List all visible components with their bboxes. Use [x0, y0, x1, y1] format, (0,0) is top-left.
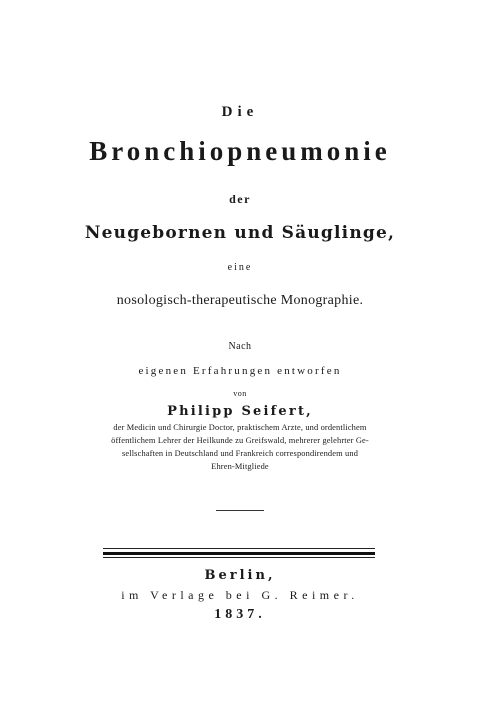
title-von: von [233, 389, 247, 398]
book-title: Bronchiopneumonie [89, 136, 391, 166]
title-genre: nosologisch-therapeutische Monographie. [116, 293, 364, 308]
author-name: Philipp Seifert, [167, 404, 313, 419]
title-article-2: eine [227, 262, 253, 273]
title-basis: eigenen Erfahrungen entworfen [138, 365, 342, 377]
imprint-rule-bottom [103, 557, 375, 558]
imprint-rule-top [103, 548, 375, 549]
author-credentials-line-2: öffentlichem Lehrer der Heilkunde zu Greifswald, mehrerer gelehrter Ge- [111, 436, 369, 445]
imprint-rule-thick [103, 552, 375, 555]
imprint-year: 1837. [214, 607, 266, 622]
title-nach: Nach [228, 341, 252, 352]
imprint-city: Berlin, [204, 568, 276, 583]
title-subject: Neugebornen und Säuglinge, [84, 223, 396, 243]
author-credentials-line-3: sellschaften in Deutschland und Frankreich correspondirendem und [121, 449, 359, 458]
author-credentials-line-4: Ehren-Mitgliede [211, 462, 269, 471]
author-credentials-line-1: der Medicin und Chirurgie Doctor, praktischem Arzte, und ordentlichem [113, 423, 367, 432]
title-genitive: der [229, 192, 251, 206]
title-article: Die [221, 104, 259, 120]
short-divider [216, 510, 264, 511]
imprint-publisher: im Verlage bei G. Reimer. [121, 588, 359, 602]
